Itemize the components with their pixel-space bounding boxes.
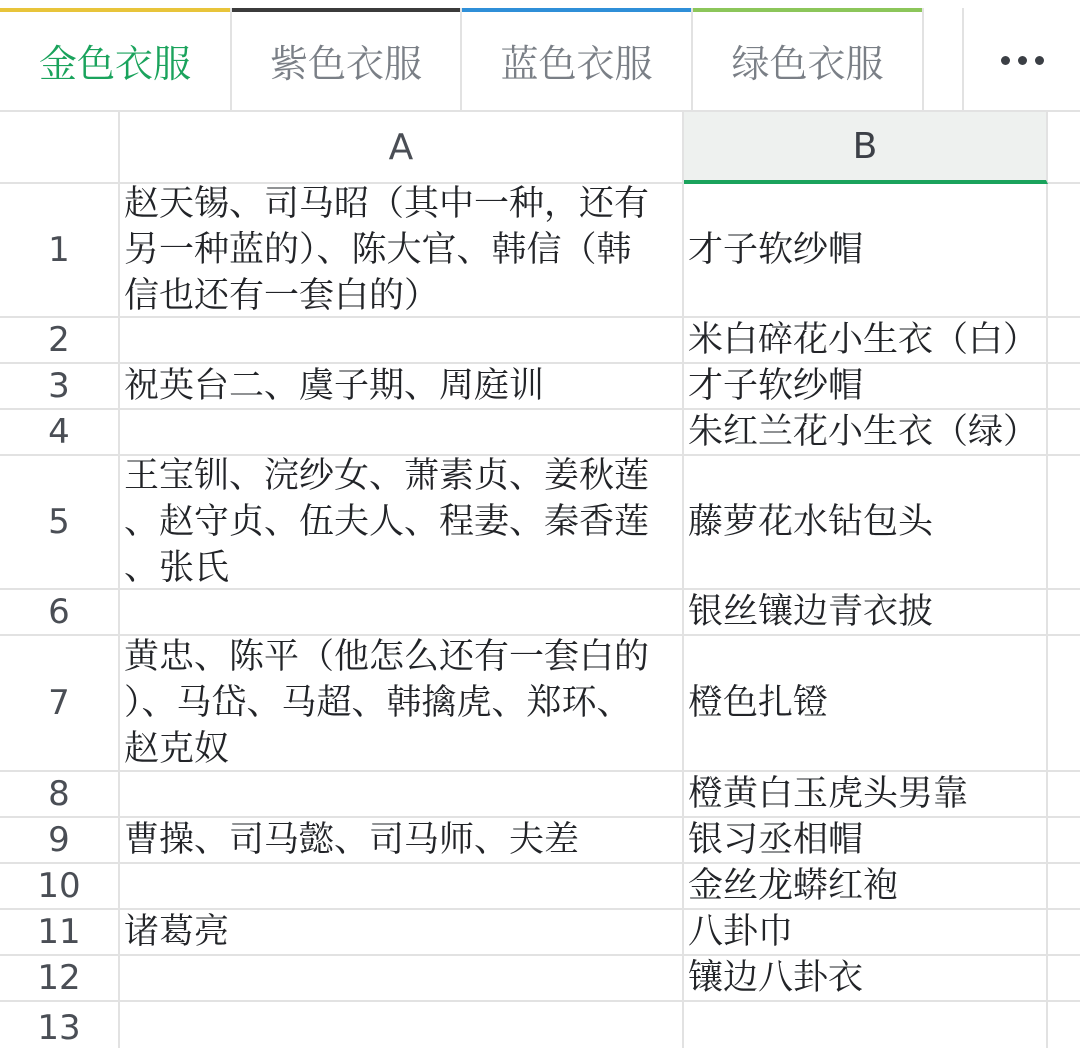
more-tabs-button[interactable]	[962, 8, 1080, 112]
tab-color-stripe	[232, 8, 460, 12]
column-header-c[interactable]	[1048, 112, 1080, 184]
table-row	[0, 318, 1080, 364]
cell-c[interactable]	[1048, 364, 1080, 408]
table-row	[0, 456, 1080, 590]
row-number[interactable]: 3	[0, 364, 120, 408]
cell-c[interactable]	[1048, 636, 1080, 770]
cell-c[interactable]	[1048, 956, 1080, 1000]
tab-color-stripe	[0, 8, 230, 12]
tab-blue-clothes[interactable]	[462, 8, 693, 112]
row-number[interactable]: 6	[0, 590, 120, 634]
column-header-b[interactable]	[684, 112, 1048, 184]
cell-a[interactable]	[120, 590, 684, 634]
cell-a[interactable]	[120, 410, 684, 454]
tab-label: 绿色衣服	[731, 41, 884, 86]
cell-a[interactable]: 黄忠、陈平（他怎么还有一套白的 ）、马岱、马超、韩擒虎、郑环、 赵克奴	[120, 636, 684, 770]
cell-b[interactable]	[684, 1002, 1048, 1048]
cell-b[interactable]: 银丝镶边青衣披	[684, 590, 1048, 634]
cell-a[interactable]: 曹操、司马懿、司马师、夫差	[120, 818, 684, 862]
cell-b[interactable]: 金丝龙蟒红袍	[684, 864, 1048, 908]
cell-b[interactable]: 银习丞相帽	[684, 818, 1048, 862]
row-number[interactable]: 9	[0, 818, 120, 862]
cell-c[interactable]	[1048, 318, 1080, 362]
cell-c[interactable]	[1048, 456, 1080, 588]
row-number[interactable]: 13	[0, 1002, 120, 1048]
row-number[interactable]: 5	[0, 456, 120, 588]
table-row	[0, 864, 1080, 910]
cell-c[interactable]	[1048, 818, 1080, 862]
cell-a[interactable]: 祝英台二、虞子期、周庭训	[120, 364, 684, 408]
cell-b[interactable]: 八卦巾	[684, 910, 1048, 954]
tab-label: 紫色衣服	[269, 41, 422, 86]
row-number[interactable]: 12	[0, 956, 120, 1000]
row-number[interactable]: 8	[0, 772, 120, 816]
table-row	[0, 364, 1080, 410]
cell-b[interactable]: 才子软纱帽	[684, 364, 1048, 408]
cell-c[interactable]	[1048, 590, 1080, 634]
table-row	[0, 590, 1080, 636]
row-number[interactable]: 2	[0, 318, 120, 362]
spreadsheet-grid	[0, 112, 1080, 1048]
cell-a[interactable]	[120, 318, 684, 362]
cell-a[interactable]	[120, 772, 684, 816]
cell-b[interactable]: 橙黄白玉虎头男靠	[684, 772, 1048, 816]
sheet-tab-bar	[0, 0, 1080, 112]
cell-a[interactable]: 赵天锡、司马昭（其中一种，还有 另一种蓝的）、陈大官、韩信（韩 信也还有一套白的）	[120, 184, 684, 316]
row-number[interactable]: 11	[0, 910, 120, 954]
cell-b[interactable]: 镶边八卦衣	[684, 956, 1048, 1000]
table-row	[0, 956, 1080, 1002]
tab-green-clothes[interactable]	[693, 8, 924, 112]
row-number[interactable]: 7	[0, 636, 120, 770]
table-row	[0, 910, 1080, 956]
cell-c[interactable]	[1048, 184, 1080, 316]
tab-purple-clothes[interactable]	[232, 8, 462, 112]
select-all-corner[interactable]	[0, 112, 120, 184]
cell-a[interactable]: 王宝钏、浣纱女、萧素贞、姜秋莲 、赵守贞、伍夫人、程妻、秦香莲 、张氏	[120, 456, 684, 588]
tab-spacer	[924, 8, 962, 112]
tab-label: 蓝色衣服	[500, 41, 653, 86]
cell-c[interactable]	[1048, 772, 1080, 816]
cell-a[interactable]	[120, 864, 684, 908]
row-number[interactable]: 4	[0, 410, 120, 454]
row-number[interactable]: 10	[0, 864, 120, 908]
cell-c[interactable]	[1048, 1002, 1080, 1048]
cell-a[interactable]	[120, 1002, 684, 1048]
cell-c[interactable]	[1048, 910, 1080, 954]
table-row	[0, 772, 1080, 818]
table-row	[0, 410, 1080, 456]
column-label: B	[852, 125, 878, 167]
row-number[interactable]: 1	[0, 184, 120, 316]
table-row	[0, 1002, 1080, 1048]
cell-a[interactable]: 诸葛亮	[120, 910, 684, 954]
column-label: A	[388, 126, 414, 168]
cell-b[interactable]: 才子软纱帽	[684, 184, 1048, 316]
tab-label: 金色衣服	[38, 41, 191, 86]
tab-gold-clothes[interactable]	[0, 8, 232, 112]
more-horizontal-icon	[1001, 56, 1044, 65]
cell-b[interactable]: 藤萝花水钻包头	[684, 456, 1048, 588]
cell-c[interactable]	[1048, 864, 1080, 908]
tab-color-stripe	[462, 8, 691, 12]
cell-c[interactable]	[1048, 410, 1080, 454]
tab-color-stripe	[693, 8, 922, 12]
cell-a[interactable]	[120, 956, 684, 1000]
column-header-a[interactable]	[120, 112, 684, 184]
table-row	[0, 636, 1080, 772]
cell-b[interactable]: 米白碎花小生衣（白）	[684, 318, 1048, 362]
cell-b[interactable]: 朱红兰花小生衣（绿）	[684, 410, 1048, 454]
table-row	[0, 818, 1080, 864]
table-row	[0, 184, 1080, 318]
cell-b[interactable]: 橙色扎镫	[684, 636, 1048, 770]
